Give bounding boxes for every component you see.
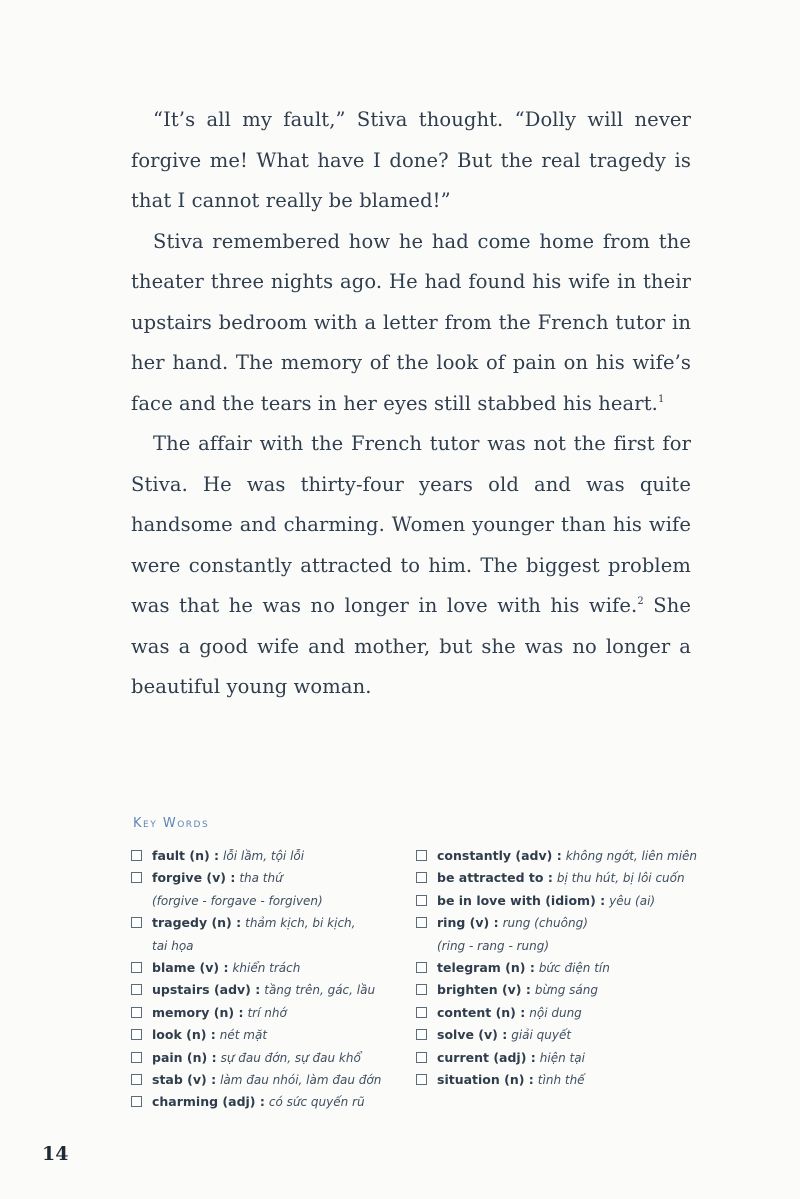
checkbox-icon[interactable] xyxy=(416,1007,427,1018)
key-word-term: upstairs (adv) : xyxy=(152,982,261,998)
key-word-term: telegram (n) : xyxy=(437,959,535,975)
checkbox-icon[interactable] xyxy=(416,1029,427,1040)
story-text xyxy=(131,100,691,708)
key-word-definition: tình thế xyxy=(537,1072,585,1087)
key-word-definition: trí nhớ xyxy=(247,1005,287,1020)
checkbox-icon[interactable] xyxy=(416,850,427,861)
key-word-continuation: (ring - rang - rung) xyxy=(437,938,550,953)
key-word-term: solve (v) : xyxy=(437,1027,508,1043)
key-word-term: blame (v) : xyxy=(152,959,229,975)
paragraph-2-text: Stiva remembered how he had come home from the theater three nights ago. He had found his wife in their upstairs bedroom with a letter from the French tutor in her hand. The memory of the look of pain on his wife’s face and the tears in her eyes still stabbed his heart. xyxy=(131,229,691,415)
key-word-definition: hiện tại xyxy=(539,1050,585,1065)
key-word-item xyxy=(416,845,716,867)
key-word-item xyxy=(131,979,411,1001)
checkbox-icon[interactable] xyxy=(416,984,427,995)
key-word-definition: sự đau đớn, sự đau khổ xyxy=(220,1050,361,1065)
key-word-term: look (n) : xyxy=(152,1027,216,1043)
key-word-term: ring (v) : xyxy=(437,915,499,931)
checkbox-icon[interactable] xyxy=(416,917,427,928)
key-word-definition: có sức quyến rũ xyxy=(268,1095,365,1110)
checkbox-icon[interactable] xyxy=(131,1096,142,1107)
key-word-item xyxy=(416,1002,716,1024)
key-word-item xyxy=(131,867,411,889)
key-word-definition: lỗi lầm, tội lỗi xyxy=(223,849,305,863)
key-words-right-column xyxy=(416,845,716,1091)
key-word-definition: rung (chuông) xyxy=(502,916,588,931)
key-words-left-column xyxy=(131,845,411,1114)
key-word-term: charming (adj) : xyxy=(152,1094,265,1110)
key-words-title: Key Words xyxy=(133,816,210,831)
key-word-item xyxy=(416,1069,716,1091)
paragraph-3-tail: She was a good wife and mother, but she was no longer a beautiful young woman. xyxy=(131,594,691,698)
checkbox-icon[interactable] xyxy=(131,962,142,973)
key-word-item xyxy=(131,1002,411,1024)
key-word-item xyxy=(131,1091,411,1113)
paragraph-3 xyxy=(131,424,691,708)
key-word-term: constantly (adv) : xyxy=(437,848,562,863)
key-word-item xyxy=(416,1024,716,1046)
checkbox-icon[interactable] xyxy=(131,984,142,995)
key-word-term: current (adj) : xyxy=(437,1049,536,1065)
key-word-item xyxy=(131,1047,411,1069)
key-word-item xyxy=(416,979,716,1001)
key-word-definition: nội dung xyxy=(529,1005,582,1020)
checkbox-icon[interactable] xyxy=(416,872,427,883)
footnote-marker-2: 2 xyxy=(637,596,644,607)
key-word-definition: bức điện tín xyxy=(538,960,610,975)
key-word-term: stab (v) : xyxy=(152,1071,217,1087)
key-word-definition: giải quyết xyxy=(511,1028,572,1043)
key-word-term: forgive (v) : xyxy=(152,870,236,886)
key-word-continuation: (forgive - forgave - forgiven) xyxy=(152,893,323,908)
footnote-marker-1: 1 xyxy=(657,393,665,405)
key-word-definition: thảm kịch, bi kịch, xyxy=(245,916,356,931)
key-word-term: fault (n) : xyxy=(152,848,220,863)
key-word-item xyxy=(131,912,411,934)
checkbox-icon[interactable] xyxy=(131,1007,142,1018)
checkbox-icon[interactable] xyxy=(131,917,142,928)
key-word-definition: tầng trên, gác, lầu xyxy=(264,983,376,998)
key-word-item xyxy=(131,845,411,867)
paragraph-1: “It’s all my fault,” Stiva thought. “Dolly will never forgive me! What have I done? But the real tragedy is that I cannot really be blamed!” xyxy=(131,108,691,212)
key-word-item xyxy=(416,890,716,912)
checkbox-icon[interactable] xyxy=(416,962,427,973)
key-word-definition: tha thứ xyxy=(239,871,283,886)
checkbox-icon[interactable] xyxy=(131,850,142,861)
key-word-item xyxy=(416,1047,716,1069)
key-word-definition: yêu (ai) xyxy=(609,893,656,908)
key-word-term: be attracted to : xyxy=(437,870,553,886)
key-word-item xyxy=(416,957,716,979)
key-word-item xyxy=(416,867,716,889)
key-word-term: tragedy (n) : xyxy=(152,915,242,931)
key-word-definition: bị thu hút, bị lôi cuốn xyxy=(556,871,685,886)
key-word-definition: khiển trách xyxy=(232,960,301,975)
key-word-item xyxy=(131,1024,411,1046)
key-word-term: brighten (v) : xyxy=(437,982,531,998)
key-word-item xyxy=(131,1069,411,1091)
checkbox-icon[interactable] xyxy=(416,1052,427,1063)
key-word-term: content (n) : xyxy=(437,1004,526,1020)
checkbox-icon[interactable] xyxy=(416,895,427,906)
key-word-continuation: tai họa xyxy=(152,938,194,953)
key-word-definition: không ngớt, liên miên xyxy=(565,849,698,863)
page-number: 14 xyxy=(42,1143,69,1165)
key-word-item xyxy=(416,912,716,934)
key-word-definition: nét mặt xyxy=(219,1028,268,1043)
paragraph-3-text: The affair with the French tutor was not the first for Stiva. He was thirty-four years old and was quite handsome and charming. Women younger than his wife were constantly attracted to him. The biggest problem was that he was no longer in love with his wife. xyxy=(131,432,691,617)
key-word-term: be in love with (idiom) : xyxy=(437,892,606,908)
key-word-term: situation (n) : xyxy=(437,1071,534,1087)
checkbox-icon[interactable] xyxy=(131,872,142,883)
key-word-term: memory (n) : xyxy=(152,1004,244,1020)
checkbox-icon[interactable] xyxy=(131,1052,142,1063)
checkbox-icon[interactable] xyxy=(131,1074,142,1085)
key-word-item xyxy=(131,957,411,979)
checkbox-icon[interactable] xyxy=(131,1029,142,1040)
key-word-definition: làm đau nhói, làm đau đớn xyxy=(220,1072,382,1087)
key-word-term: pain (n) : xyxy=(152,1049,217,1065)
key-word-definition: bừng sáng xyxy=(534,983,598,998)
paragraph-2 xyxy=(131,222,691,425)
checkbox-icon[interactable] xyxy=(416,1074,427,1085)
